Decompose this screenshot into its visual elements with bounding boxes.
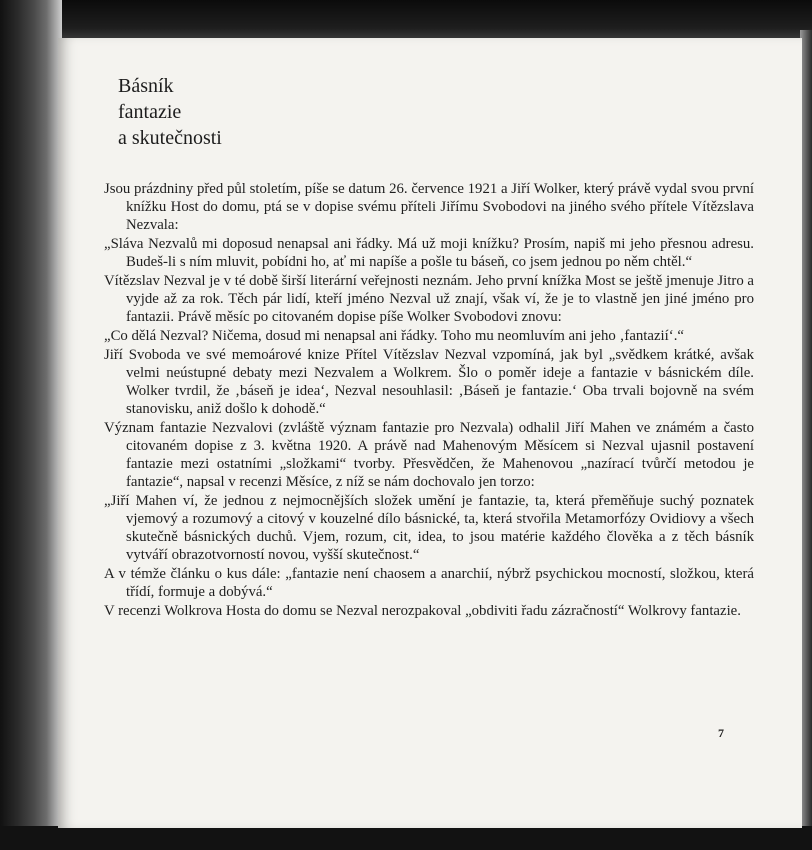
bottom-shadow bbox=[0, 826, 812, 850]
paragraph-7: „Jiří Mahen ví, že jednou z nejmocnějších složek umění je fantazie, ta, která přeměňuje suchý poznatek vjemový a rozumový a citový v kouzelné dílo básnické, ta, která stvořila Metamorfózy Ovidiovy a všech skutečně básnických duchů. Vjem, rozum, cit, idea, to jsou matérie každého člověka a z těch básník vytváří obrazotvorností novou, vyšší skutečnost.“ bbox=[104, 493, 754, 563]
chapter-title-line-2: fantazie bbox=[118, 101, 182, 123]
paragraph-2: „Sláva Nezvalů mi doposud nenapsal ani řádky. Má už moji knížku? Prosím, napiš mi jeho přesnou adresu. Budeš-li s ním mluvit, pobídni ho, ať mi napíše a pošle tu báseň, co jsem jednou po něm chtěl.“ bbox=[104, 236, 754, 270]
paragraph-4: „Co dělá Nezval? Ničema, dosud mi nenapsal ani řádky. Toho mu neomluvím ani jeho ‚fantazií‘.“ bbox=[104, 328, 684, 344]
chapter-title-line-3: a skutečnosti bbox=[118, 127, 222, 149]
paragraph-9: V recenzi Wolkrova Hosta do domu se Nezval nerozpakoval „obdiviti řadu zázračností“ Wolkrovy fantazie. bbox=[104, 603, 741, 619]
paragraph-5: Jiří Svoboda ve své memoárové knize Přítel Vítězslav Nezval vzpomíná, jak byl „svědkem krátké, avšak velmi neústupné debaty mezi Nezvalem a Wolkrem. Šlo o poměr ideje a fantazie v básnickém díle. Wolker tvrdil, že ‚báseň je idea‘, Nezval nesouhlasil: ‚Báseň je fantazie.‘ Oba trvali bojovně na svém stanovisku, aniž došlo k dohodě.“ bbox=[104, 347, 754, 417]
page-number: 7 bbox=[718, 726, 724, 740]
paragraph-3: Vítězslav Nezval je v té době širší literární veřejnosti neznám. Jeho první knížka Most se ještě jmenuje Jitro a vyjde až za rok. Těch pár lidí, kteří jméno Nezval už znají, však ví, že je to vlastně jen jiné jméno pro fantazii. Právě měsíc po citovaném dopise píše Wolker Svobodovi znovu: bbox=[104, 273, 754, 325]
chapter-title bbox=[118, 73, 222, 151]
chapter-title-line-1: Básník bbox=[118, 75, 174, 97]
body-text bbox=[104, 180, 754, 621]
paragraph-6: Význam fantazie Nezvalovi (zvláště význam fantazie pro Nezvala) odhalil Jiří Mahen ve známém a často citovaném dopise z 3. května 1920. A právě nad Mahenovým Měsícem si Nezval ujasnil postavení fantazie mezi ostatními „složkami“ tvorby. Přesvědčen, že Mahenovou „nazírací tvůrčí metodou je fantazie“, napsal v recenzi Měsíce, z níž se nám dochovalo jen torzo: bbox=[104, 420, 754, 490]
paragraph-1: Jsou prázdniny před půl stoletím, píše se datum 26. července 1921 a Jiří Wolker, který právě vydal svou první knížku Host do domu, ptá se v dopise svému příteli Jiřímu Svobodovi na jiného svého přítele Vítězslava Nezvala: bbox=[104, 181, 754, 233]
paragraph-8: A v témže článku o kus dále: „fantazie není chaosem a anarchií, nýbrž psychickou mocností, složkou, která třídí, formuje a dobývá.“ bbox=[104, 566, 754, 600]
top-shadow bbox=[0, 0, 812, 40]
book-binding bbox=[0, 0, 62, 850]
